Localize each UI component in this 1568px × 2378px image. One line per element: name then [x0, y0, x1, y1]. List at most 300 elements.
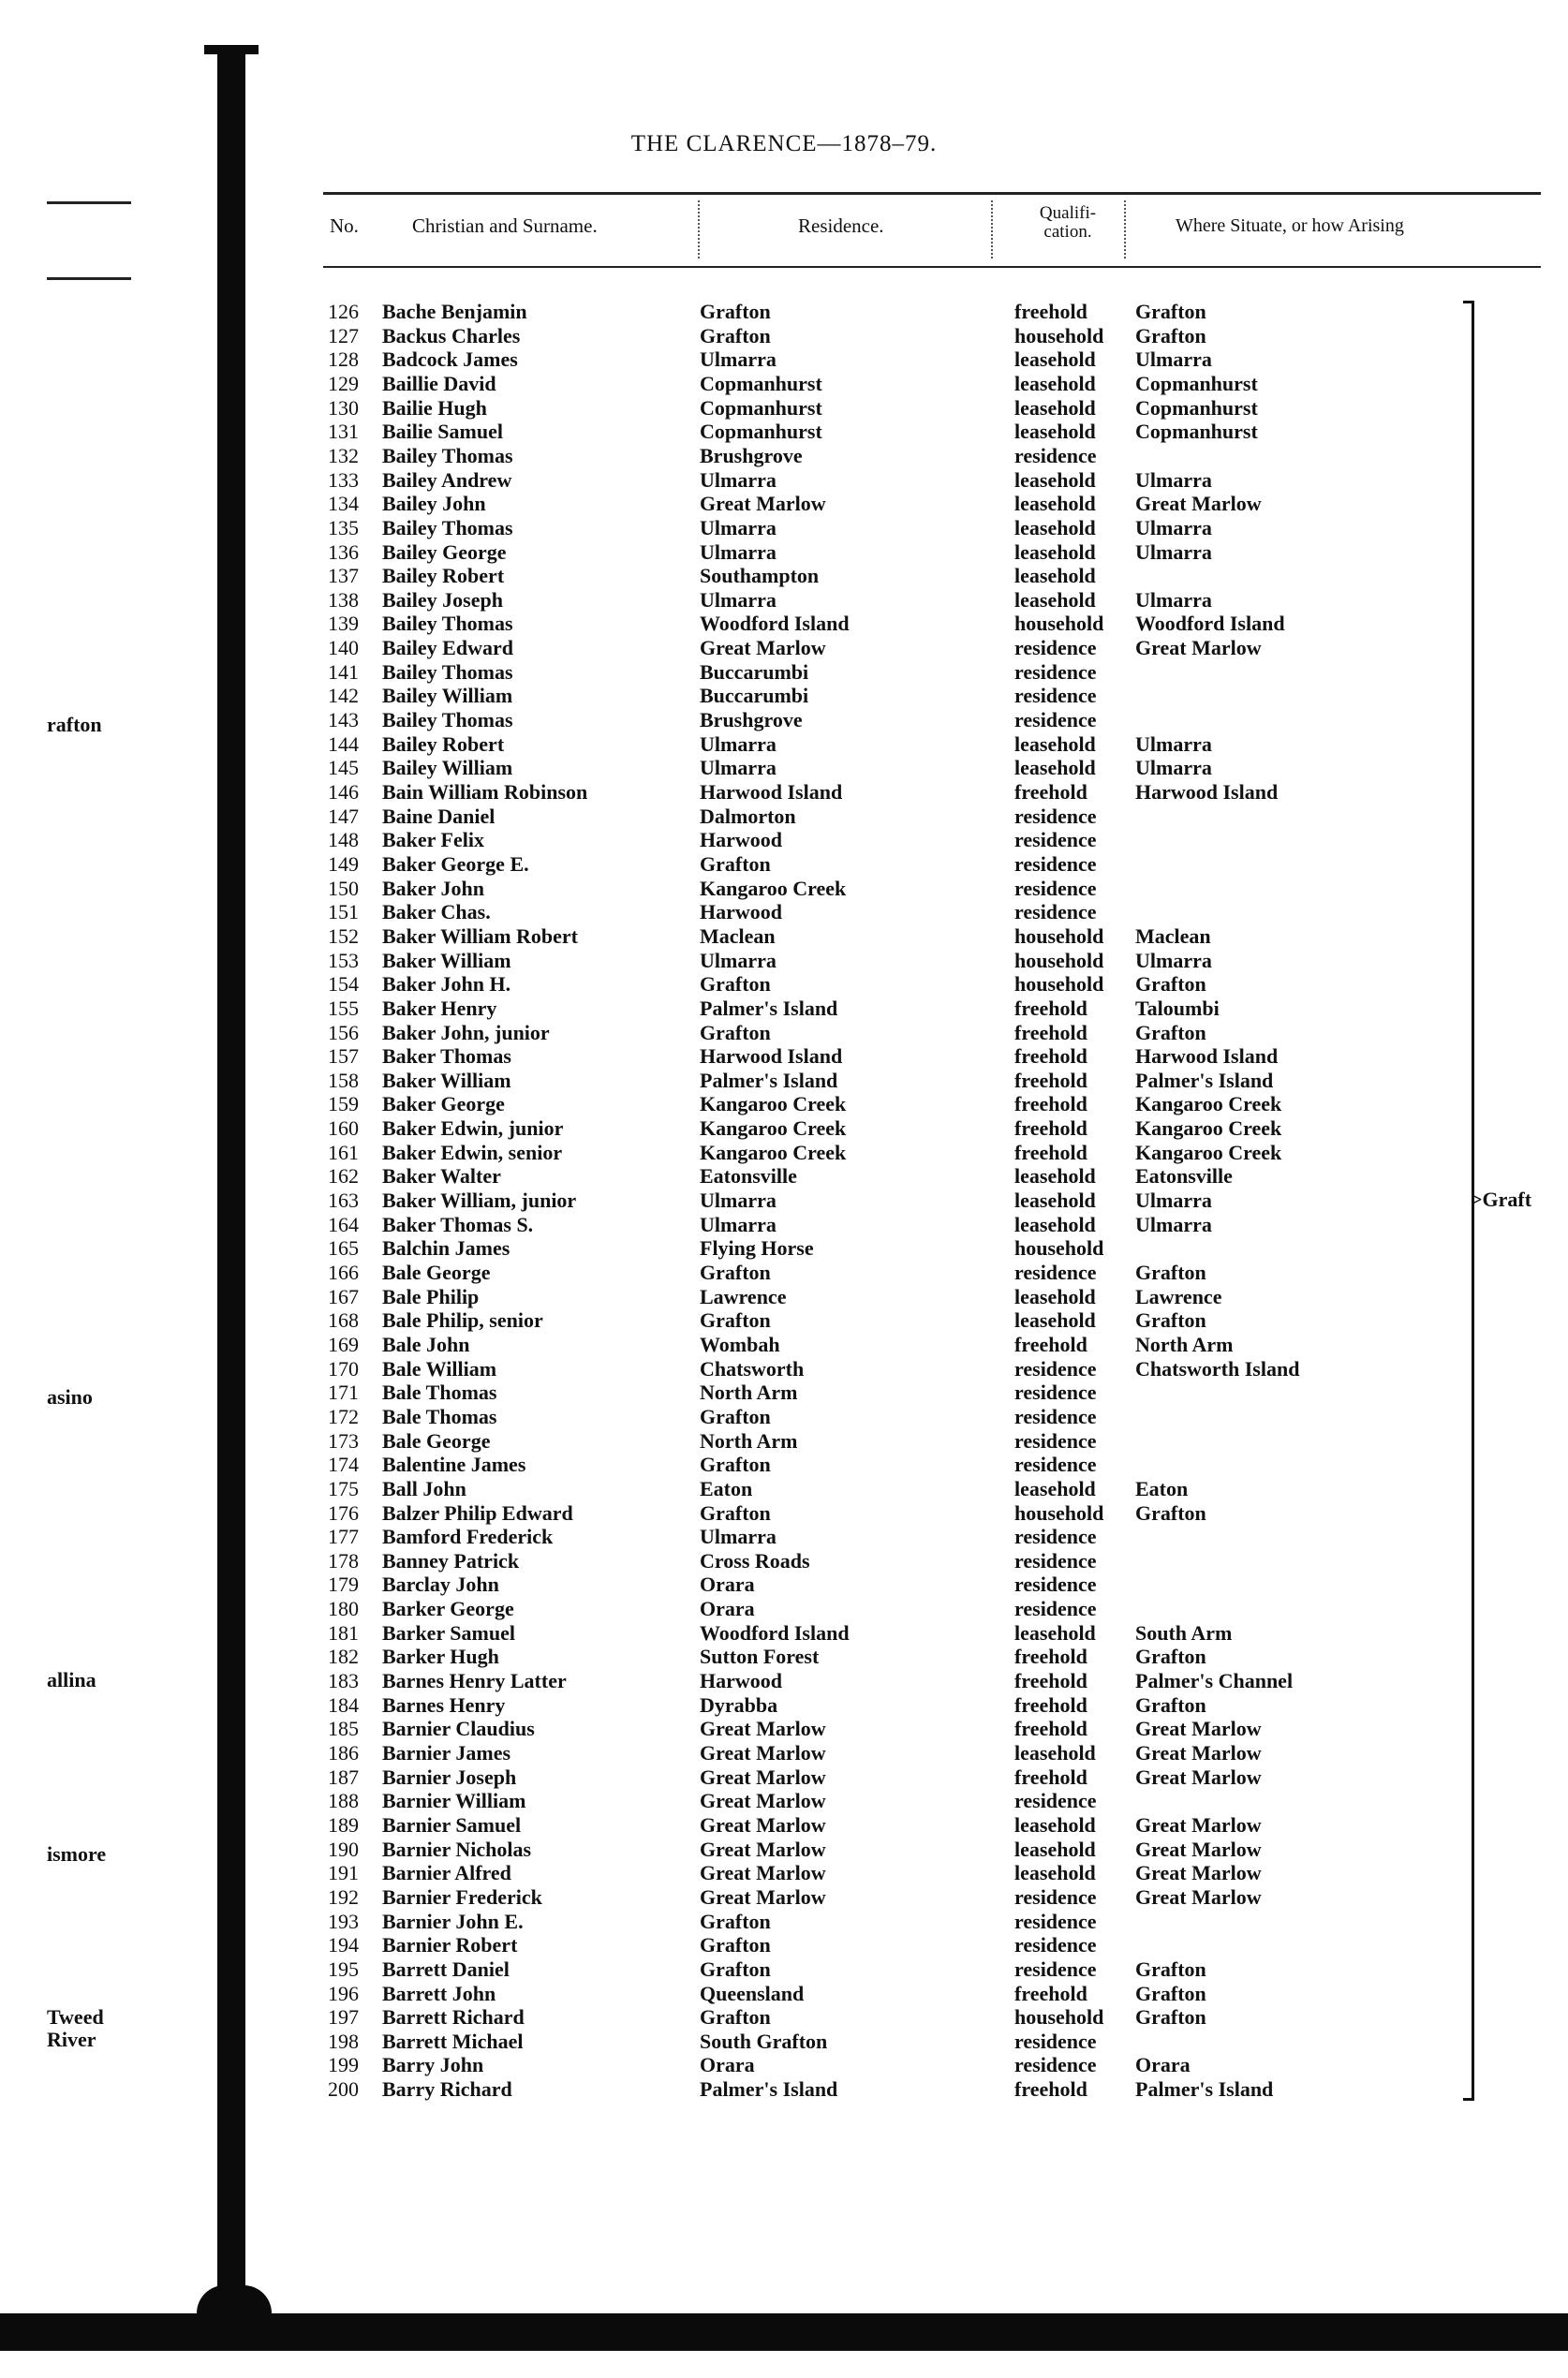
table-row [0, 1308, 1568, 1333]
table-row [0, 972, 1568, 997]
table-row [0, 708, 1568, 732]
entry-name: Bailey Robert [382, 731, 505, 756]
entry-where-situate: Ulmarra [1135, 539, 1212, 564]
entry-qualification: freehold [1014, 1692, 1087, 1717]
entry-number: 188 [328, 1789, 359, 1813]
entry-residence: Grafton [700, 1308, 771, 1333]
entry-residence: Eatonsville [700, 1164, 797, 1189]
entry-name: Barry John [382, 2053, 484, 2077]
entry-residence: Maclean [700, 923, 776, 948]
entry-qualification: residence [1014, 1356, 1097, 1381]
entry-name: Baker George E. [382, 851, 529, 876]
entry-residence: Palmer's Island [700, 2077, 838, 2102]
table-row [0, 1693, 1568, 1718]
entry-qualification: leasehold [1014, 1741, 1096, 1765]
entry-residence: Ulmarra [700, 731, 777, 756]
entry-qualification: residence [1014, 1573, 1097, 1597]
entry-where-situate: Grafton [1135, 1645, 1206, 1669]
entry-number: 129 [328, 371, 359, 395]
entry-number: 152 [328, 923, 359, 948]
entry-residence: Grafton [700, 300, 771, 323]
entry-number: 168 [328, 1308, 359, 1333]
entry-residence: Grafton [700, 323, 771, 347]
entry-residence: Grafton [700, 1020, 771, 1044]
table-row [0, 1236, 1568, 1261]
entry-qualification: freehold [1014, 1044, 1087, 1069]
entry-where-situate: Great Marlow [1135, 492, 1262, 516]
table-row [0, 1405, 1568, 1429]
entry-where-situate: Eaton [1135, 1476, 1189, 1500]
entry-qualification: leasehold [1014, 731, 1096, 756]
entry-where-situate: Great Marlow [1135, 1884, 1262, 1909]
entry-number: 170 [328, 1356, 359, 1381]
entry-where-situate: Ulmarra [1135, 731, 1212, 756]
entry-where-situate: Grafton [1135, 2005, 1206, 2030]
entry-residence: Woodford Island [700, 612, 850, 636]
entry-residence: Grafton [700, 1500, 771, 1525]
entry-where-situate: Great Marlow [1135, 1861, 1262, 1885]
entry-number: 145 [328, 756, 359, 780]
entry-qualification: household [1014, 2005, 1104, 2030]
entry-residence: Kangaroo Creek [700, 1092, 847, 1116]
entry-number: 187 [328, 1765, 359, 1789]
entry-where-situate: Ulmarra [1135, 515, 1212, 539]
entry-where-situate: Grafton [1135, 323, 1206, 347]
header-qualification: Qualifi- cation. [1039, 203, 1097, 242]
entry-number: 189 [328, 1812, 359, 1837]
entry-residence: Dyrabba [700, 1692, 778, 1717]
entry-qualification: leasehold [1014, 347, 1096, 372]
entry-number: 159 [328, 1092, 359, 1116]
entry-where-situate: Great Marlow [1135, 1837, 1262, 1861]
entry-residence: Grafton [700, 2005, 771, 2030]
table-row [0, 1453, 1568, 1477]
entry-where-situate: Copmanhurst [1135, 395, 1258, 420]
entry-qualification: freehold [1014, 1116, 1087, 1141]
entry-name: Barnier Frederick [382, 1884, 542, 1909]
entry-where-situate: Ulmarra [1135, 347, 1212, 372]
table-row [0, 1381, 1568, 1405]
entry-number: 132 [328, 443, 359, 467]
entry-qualification: residence [1014, 1884, 1097, 1909]
entry-residence: Great Marlow [700, 1765, 826, 1789]
entry-number: 140 [328, 636, 359, 660]
entry-name: Bain William Robinson [382, 780, 588, 804]
table-row [0, 1813, 1568, 1838]
entry-number: 162 [328, 1164, 359, 1189]
entry-where-situate: Grafton [1135, 972, 1206, 997]
entry-number: 155 [328, 996, 359, 1020]
entry-residence: Ulmarra [700, 515, 777, 539]
entry-name: Bamford Frederick [382, 1525, 554, 1549]
entry-where-situate: North Arm [1135, 1332, 1234, 1356]
entry-residence: Great Marlow [700, 1789, 826, 1813]
header-where: Where Situate, or how Arising [1176, 215, 1404, 236]
entry-qualification: freehold [1014, 300, 1087, 323]
entry-where-situate: Grafton [1135, 1308, 1206, 1333]
entry-residence: Harwood Island [700, 1044, 843, 1069]
entry-qualification: leasehold [1014, 1861, 1096, 1885]
entry-where-situate: Lawrence [1135, 1284, 1222, 1308]
entry-residence: Grafton [700, 1957, 771, 1981]
entry-where-situate: Harwood Island [1135, 780, 1279, 804]
entry-name: Barnier John E. [382, 1909, 524, 1933]
entry-qualification: leasehold [1014, 539, 1096, 564]
entry-number: 197 [328, 2005, 359, 2030]
entry-where-situate: Grafton [1135, 300, 1206, 323]
entry-qualification: residence [1014, 659, 1097, 684]
entry-residence: Brushgrove [700, 443, 803, 467]
entry-number: 151 [328, 900, 359, 924]
table-row [0, 1261, 1568, 1285]
entry-where-situate: Grafton [1135, 1500, 1206, 1525]
entry-qualification: residence [1014, 1525, 1097, 1549]
entry-qualification: leasehold [1014, 1189, 1096, 1213]
entry-residence: Brushgrove [700, 708, 803, 732]
table-row [0, 660, 1568, 685]
entry-qualification: residence [1014, 1548, 1097, 1573]
entry-number: 179 [328, 1573, 359, 1597]
entry-number: 167 [328, 1284, 359, 1308]
entry-name: Barrett Daniel [382, 1957, 510, 1981]
entry-qualification: residence [1014, 1789, 1097, 1813]
header-no: No. [330, 214, 359, 237]
entry-qualification: household [1014, 972, 1104, 997]
margin-label-allina: allina [47, 1668, 96, 1691]
entry-where-situate: Great Marlow [1135, 1741, 1262, 1765]
entry-where-situate: Palmer's Island [1135, 2077, 1274, 2102]
entry-residence: Grafton [700, 1909, 771, 1933]
entry-residence: Ulmarra [700, 1189, 777, 1213]
entry-residence: North Arm [700, 1381, 798, 1405]
entry-residence: Grafton [700, 1453, 771, 1477]
header-residence: Residence. [798, 214, 884, 237]
entry-name: Bale Thomas [382, 1404, 497, 1428]
entry-residence: Grafton [700, 851, 771, 876]
entry-residence: Copmanhurst [700, 420, 822, 444]
entry-name: Badcock James [382, 347, 518, 372]
table-row [0, 1573, 1568, 1597]
table-row [0, 949, 1568, 973]
entry-number: 126 [328, 300, 359, 323]
entry-name: Barrett Richard [382, 2005, 525, 2030]
page-bottom-edge [0, 2313, 1568, 2351]
entry-residence: Woodford Island [700, 1620, 850, 1645]
table-row [0, 1885, 1568, 1910]
entry-where-situate: Taloumbi [1135, 996, 1220, 1020]
table-row [0, 1765, 1568, 1790]
entry-where-situate: Ulmarra [1135, 1212, 1212, 1236]
entry-where-situate: Grafton [1135, 1692, 1206, 1717]
entry-qualification: residence [1014, 2029, 1097, 2053]
entry-number: 153 [328, 948, 359, 972]
entry-qualification: leasehold [1014, 1284, 1096, 1308]
entry-name: Bailey Thomas [382, 612, 513, 636]
entry-number: 148 [328, 828, 359, 852]
margin-label-tweed-river: Tweed River [47, 2005, 104, 2051]
entry-name: Barnier Alfred [382, 1861, 511, 1885]
entry-residence: Great Marlow [700, 492, 826, 516]
entry-where-situate: Kangaroo Creek [1135, 1140, 1282, 1164]
entry-qualification: household [1014, 1500, 1104, 1525]
entry-name: Bailey Thomas [382, 515, 513, 539]
table-row [0, 780, 1568, 805]
entry-name: Ball John [382, 1476, 466, 1500]
entry-name: Baillie David [382, 371, 496, 395]
entry-residence: Harwood Island [700, 780, 843, 804]
entry-name: Bale John [382, 1332, 470, 1356]
table-row [0, 588, 1568, 613]
entry-residence: Kangaroo Creek [700, 876, 847, 900]
entry-residence: South Grafton [700, 2029, 828, 2053]
entry-qualification: freehold [1014, 1645, 1087, 1669]
entry-name: Bailey George [382, 539, 507, 564]
table-row [0, 612, 1568, 636]
entry-name: Bailey Robert [382, 564, 505, 588]
entry-name: Baker Thomas [382, 1044, 511, 1069]
entry-number: 160 [328, 1116, 359, 1141]
entry-number: 163 [328, 1189, 359, 1213]
table-row [0, 1957, 1568, 1982]
entry-where-situate: Copmanhurst [1135, 420, 1258, 444]
table-row [0, 2005, 1568, 2030]
entry-name: Baker John H. [382, 972, 511, 997]
entry-number: 178 [328, 1548, 359, 1573]
table-row [0, 396, 1568, 421]
entry-name: Baker Henry [382, 996, 497, 1020]
table-row [0, 468, 1568, 493]
entry-qualification: residence [1014, 804, 1097, 828]
entry-where-situate: Great Marlow [1135, 1812, 1262, 1837]
entry-where-situate: Ulmarra [1135, 1189, 1212, 1213]
entry-name: Barker Samuel [382, 1620, 515, 1645]
entry-name: Bailey Andrew [382, 467, 512, 492]
entry-number: 130 [328, 395, 359, 420]
entry-residence: Great Marlow [700, 636, 826, 660]
entry-qualification: residence [1014, 876, 1097, 900]
entry-number: 181 [328, 1620, 359, 1645]
entry-number: 157 [328, 1044, 359, 1069]
entry-qualification: freehold [1014, 1140, 1087, 1164]
entry-residence: Palmer's Island [700, 1068, 838, 1092]
table-row [0, 1429, 1568, 1454]
entry-qualification: leasehold [1014, 395, 1096, 420]
entry-name: Barnes Henry [382, 1692, 506, 1717]
table-row [0, 1645, 1568, 1669]
entry-residence: Ulmarra [700, 587, 777, 612]
entry-number: 156 [328, 1020, 359, 1044]
entry-qualification: leasehold [1014, 371, 1096, 395]
entry-name: Backus Charles [382, 323, 521, 347]
entry-qualification: freehold [1014, 2077, 1087, 2102]
entry-name: Balzer Philip Edward [382, 1500, 573, 1525]
table-row [0, 540, 1568, 565]
table-row [0, 1789, 1568, 1813]
entry-where-situate: Maclean [1135, 923, 1211, 948]
entry-name: Baker William [382, 1068, 511, 1092]
header-divider-3 [1124, 200, 1126, 258]
entry-residence: Great Marlow [700, 1812, 826, 1837]
entry-number: 136 [328, 539, 359, 564]
entry-where-situate: Palmer's Island [1135, 1068, 1274, 1092]
entry-residence: Grafton [700, 1404, 771, 1428]
entry-name: Barnier William [382, 1789, 526, 1813]
entry-qualification: residence [1014, 684, 1097, 708]
table-row [0, 1621, 1568, 1646]
entry-number: 182 [328, 1645, 359, 1669]
entry-number: 194 [328, 1933, 359, 1957]
entry-name: Bailie Hugh [382, 395, 487, 420]
entry-number: 172 [328, 1404, 359, 1428]
entry-where-situate: Palmer's Channel [1135, 1669, 1294, 1693]
group-brace-label: >Graft [1471, 1188, 1532, 1211]
entry-number: 139 [328, 612, 359, 636]
entry-qualification: freehold [1014, 1981, 1087, 2005]
entry-number: 138 [328, 587, 359, 612]
entry-name: Bailey William [382, 684, 513, 708]
entry-where-situate: Grafton [1135, 1981, 1206, 2005]
entry-qualification: household [1014, 612, 1104, 636]
entry-number: 199 [328, 2053, 359, 2077]
entry-number: 134 [328, 492, 359, 516]
entry-name: Bailey John [382, 492, 486, 516]
entry-name: Barry Richard [382, 2077, 512, 2102]
entry-name: Barnier Joseph [382, 1765, 517, 1789]
table-row [0, 1021, 1568, 1045]
entry-qualification: residence [1014, 1957, 1097, 1981]
entry-residence: Ulmarra [700, 756, 777, 780]
entry-name: Balentine James [382, 1453, 526, 1477]
table-row [0, 1141, 1568, 1165]
entry-number: 180 [328, 1597, 359, 1621]
entry-name: Bale Philip, senior [382, 1308, 543, 1333]
table-row [0, 300, 1568, 324]
entry-residence: Wombah [700, 1332, 780, 1356]
entry-qualification: freehold [1014, 1717, 1087, 1741]
entry-number: 144 [328, 731, 359, 756]
entry-residence: Ulmarra [700, 1212, 777, 1236]
entry-qualification: residence [1014, 1909, 1097, 1933]
entry-number: 143 [328, 708, 359, 732]
entry-residence: Kangaroo Creek [700, 1116, 847, 1141]
entry-name: Baker Walter [382, 1164, 501, 1189]
entry-number: 198 [328, 2029, 359, 2053]
entry-name: Bache Benjamin [382, 300, 527, 323]
entry-qualification: residence [1014, 1261, 1097, 1284]
entry-name: Bailey Thomas [382, 443, 513, 467]
entry-qualification: freehold [1014, 996, 1087, 1020]
table-row [0, 684, 1568, 708]
entry-where-situate: Grafton [1135, 1957, 1206, 1981]
entry-number: 173 [328, 1428, 359, 1453]
entry-number: 147 [328, 804, 359, 828]
table-row [0, 756, 1568, 780]
entry-residence: Kangaroo Creek [700, 1140, 847, 1164]
entry-qualification: residence [1014, 708, 1097, 732]
table-row [0, 1838, 1568, 1862]
table-row [0, 828, 1568, 852]
table-row [0, 492, 1568, 516]
table-row [0, 516, 1568, 540]
table-row [0, 1501, 1568, 1526]
entry-number: 164 [328, 1212, 359, 1236]
entry-residence: Ulmarra [700, 948, 777, 972]
entry-residence: Ulmarra [700, 467, 777, 492]
entry-qualification: leasehold [1014, 515, 1096, 539]
table-row [0, 1669, 1568, 1693]
entry-number: 200 [328, 2077, 359, 2102]
entry-where-situate: Woodford Island [1135, 612, 1285, 636]
table-row [0, 1933, 1568, 1957]
entry-residence: Grafton [700, 1933, 771, 1957]
entry-residence: Great Marlow [700, 1741, 826, 1765]
entry-qualification: leasehold [1014, 564, 1096, 588]
entry-name: Baker Edwin, senior [382, 1140, 563, 1164]
entry-name: Barclay John [382, 1573, 499, 1597]
entry-residence: Copmanhurst [700, 371, 822, 395]
entry-name: Barrett Michael [382, 2029, 524, 2053]
entry-where-situate: Great Marlow [1135, 636, 1262, 660]
entry-number: 131 [328, 420, 359, 444]
entry-residence: Harwood [700, 1669, 782, 1693]
entry-residence: Harwood [700, 900, 782, 924]
entry-where-situate: Harwood Island [1135, 1044, 1279, 1069]
table-row [0, 1861, 1568, 1885]
table-row [0, 2053, 1568, 2077]
entry-name: Baker Felix [382, 828, 484, 852]
entry-qualification: leasehold [1014, 1476, 1096, 1500]
entry-residence: Great Marlow [700, 1837, 826, 1861]
entry-name: Barnier Samuel [382, 1812, 522, 1837]
entry-number: 191 [328, 1861, 359, 1885]
header-name: Christian and Surname. [412, 214, 598, 237]
entry-residence: Ulmarra [700, 1525, 777, 1549]
entry-qualification: residence [1014, 1404, 1097, 1428]
entry-where-situate: Grafton [1135, 1261, 1206, 1284]
entry-number: 135 [328, 515, 359, 539]
entry-where-situate: Ulmarra [1135, 467, 1212, 492]
entry-where-situate: Chatsworth Island [1135, 1356, 1300, 1381]
table-row [0, 372, 1568, 396]
header-rule-bottom [323, 266, 1541, 268]
entry-residence: Copmanhurst [700, 395, 822, 420]
table-row [0, 1525, 1568, 1549]
entry-number: 127 [328, 323, 359, 347]
entry-residence: Orara [700, 1573, 755, 1597]
entry-name: Baker George [382, 1092, 505, 1116]
entry-residence: Eaton [700, 1476, 753, 1500]
table-row [0, 1044, 1568, 1069]
entry-name: Bale George [382, 1428, 491, 1453]
table-row [0, 877, 1568, 901]
table-row [0, 1189, 1568, 1213]
table-row [0, 1357, 1568, 1381]
entry-number: 192 [328, 1884, 359, 1909]
entry-residence: Orara [700, 2053, 755, 2077]
entry-qualification: freehold [1014, 780, 1087, 804]
table-row [0, 852, 1568, 877]
entry-name: Barnier Robert [382, 1933, 518, 1957]
table-row [0, 1069, 1568, 1093]
entry-name: Bale Philip [382, 1284, 480, 1308]
entry-qualification: residence [1014, 1428, 1097, 1453]
entry-name: Baker William, junior [382, 1189, 577, 1213]
entry-residence: Great Marlow [700, 1861, 826, 1885]
entry-residence: Sutton Forest [700, 1645, 820, 1669]
entry-name: Barnes Henry Latter [382, 1669, 567, 1693]
table-row [0, 805, 1568, 829]
entry-number: 169 [328, 1332, 359, 1356]
